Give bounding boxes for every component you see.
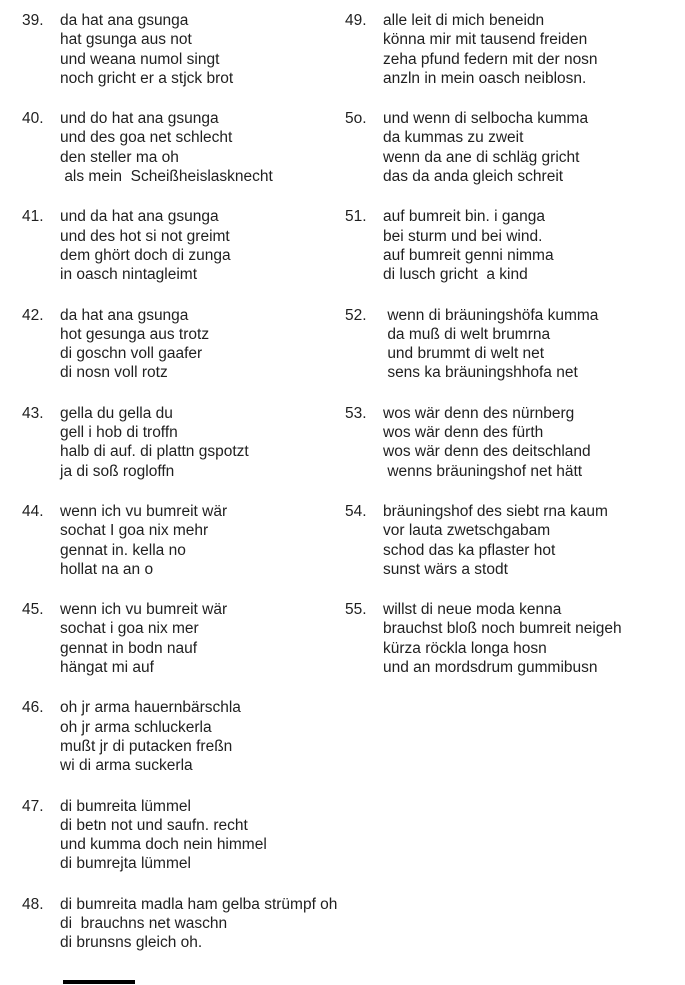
verse-line: di bumrejta lümmel [60,855,191,873]
verse-line: bräuningshof des siebt rna kaum [383,502,608,520]
verse-lines [383,109,680,186]
verse-line: sochat i goa nix mer [60,620,199,638]
verse-52 [345,306,680,383]
verse-line: da hat ana gsunga [60,306,189,324]
verse-line: di lusch gricht a kind [383,266,528,284]
verse-lines [383,404,680,481]
verse-line: könna mir mit tausend freiden [383,31,588,49]
verse-lines [383,207,680,284]
verse-line: di brunsns gleich oh. [60,934,203,952]
verse-number: 53. [345,404,367,422]
verse-lines [383,306,680,383]
verse-45 [22,600,344,677]
verse-lines [60,600,344,677]
verse-line: mußt jr di putacken freßn [60,737,233,755]
verse-line: noch gricht er a stjck brot [60,69,234,87]
verse-line: wenn da ane di schläg gricht [383,148,580,166]
verse-line: hängat mi auf [60,659,154,677]
verse-line: brauchst bloß noch bumreit neigeh [383,620,622,638]
verse-line: auf bumreit bin. i ganga [383,208,545,226]
verse-42 [22,306,344,383]
verse-lines [60,11,344,88]
verse-44 [22,502,344,579]
verse-line: oh jr arma schluckerla [60,718,212,736]
verse-line: und des hot si not greimt [60,227,230,245]
verse-line: wenn ich vu bumreit wär [60,601,228,619]
scan-artifact-bar [63,980,135,984]
verse-line: und des goa net schlecht [60,129,233,147]
verse-39 [22,11,344,88]
verse-line: da muß di welt brumrna [383,325,551,343]
verse-column-right [345,11,680,698]
verse-53 [345,404,680,481]
verse-line: sunst wärs a stodt [383,560,508,578]
verse-line: bei sturm und bei wind. [383,227,543,245]
verse-55 [345,600,680,677]
verse-51 [345,207,680,284]
verse-48 [22,895,344,953]
verse-line: wos wär denn des deitschland [383,443,591,461]
verse-line: als mein Scheißheislasknecht [60,168,273,186]
verse-number: 51. [345,208,367,226]
verse-line: kürza röckla longa hosn [383,639,547,657]
verse-number: 52. [345,306,367,324]
verse-line: wi di arma suckerla [60,757,193,775]
verse-46 [22,698,344,775]
verse-line: hot gesunga aus trotz [60,325,210,343]
verse-54 [345,502,680,579]
verse-line: sochat I goa nix mehr [60,522,209,540]
verse-line: und kumma doch nein himmel [60,836,267,854]
verse-number: 45. [22,601,44,619]
verse-line: in oasch nintagleimt [60,266,197,284]
verse-number: 41. [22,208,44,226]
verse-column-left [22,11,344,974]
verse-lines [60,698,344,775]
verse-line: gennat in bodn nauf [60,639,198,657]
verse-line: wos wär denn des nürnberg [383,404,575,422]
verse-line: und brummt di welt net [383,345,545,363]
verse-line: oh jr arma hauernbärschla [60,699,241,717]
verse-line: ja di soß rogloffn [60,462,175,480]
verse-line: hollat na an o [60,560,154,578]
verse-number: 40. [22,110,44,128]
verse-number: 43. [22,404,44,422]
verse-line: da hat ana gsunga [60,12,189,29]
verse-line: di bumreita lümmel [60,797,191,815]
verse-47 [22,797,344,874]
verse-40 [22,109,344,186]
verse-line: anzln in mein oasch neiblosn. [383,69,587,87]
verse-line: auf bumreit genni nimma [383,246,554,264]
verse-line: di bumreita madla ham gelba strümpf oh [60,895,338,913]
verse-number: 55. [345,601,367,619]
verse-lines [383,600,680,677]
verse-number: 44. [22,502,44,520]
verse-number: 39. [22,12,44,29]
verse-lines [60,797,344,874]
verse-line: di nosn voll rotz [60,364,168,382]
verse-line: willst di neue moda kenna [383,601,562,619]
verse-line: sens ka bräuningshhofa net [383,364,578,382]
verse-41 [22,207,344,284]
verse-line: und da hat ana gsunga [60,208,219,226]
verse-lines [60,306,344,383]
verse-number: 49. [345,12,367,29]
verse-line: vor lauta zwetschgabam [383,522,551,540]
verse-line: wenn di bräuningshöfa kumma [383,306,599,324]
verse-line: das da anda gleich schreit [383,168,564,186]
verse-line: und wenn di selbocha kumma [383,110,589,128]
verse-lines [60,895,344,953]
verse-line: gella du gella du [60,404,173,422]
verse-line: di brauchns net waschn [60,914,228,932]
verse-line: halb di auf. di plattn gspotzt [60,443,249,461]
verse-5o [345,109,680,186]
verse-line: und do hat ana gsunga [60,110,219,128]
verse-49 [345,11,680,88]
verse-line: alle leit di mich beneidn [383,12,545,29]
verse-line: wenn ich vu bumreit wär [60,502,228,520]
verse-line: und weana numol singt [60,50,220,68]
verse-line: gell i hob di troffn [60,424,178,442]
verse-line: wos wär denn des fürth [383,424,544,442]
verse-line: da kummas zu zweit [383,129,524,147]
verse-lines [383,11,680,88]
verse-line: wenns bräuningshof net hätt [383,462,583,480]
verse-line: dem ghört doch di zunga [60,246,231,264]
verse-lines [60,502,344,579]
verse-lines [383,502,680,579]
verse-number: 54. [345,502,367,520]
verse-number: 46. [22,699,44,717]
verse-line: hat gsunga aus not [60,31,192,49]
verse-line: schod das ka pflaster hot [383,541,556,559]
verse-lines [60,207,344,284]
verse-43 [22,404,344,481]
verse-line: und an mordsdrum gummibusn [383,659,598,677]
verse-number: 5o. [345,110,367,128]
verse-number: 42. [22,306,44,324]
verse-lines [60,404,344,481]
verse-line: di goschn voll gaafer [60,345,203,363]
verse-lines [60,109,344,186]
verse-line: zeha pfund federn mit der nosn [383,50,598,68]
verse-number: 48. [22,895,44,913]
verse-line: gennat in. kella no [60,541,186,559]
verse-line: den steller ma oh [60,148,179,166]
verse-number: 47. [22,797,44,815]
verse-line: di betn not und saufn. recht [60,816,248,834]
